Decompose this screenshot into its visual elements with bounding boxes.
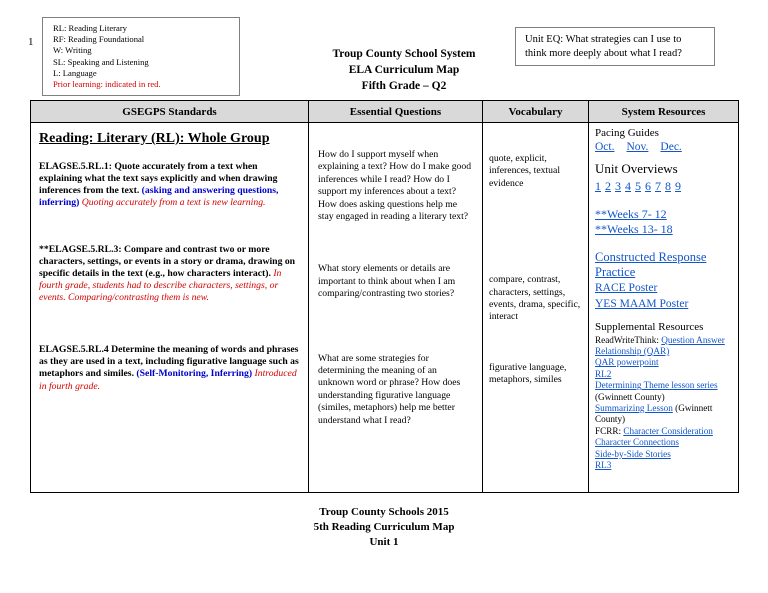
unit-eq-text: Unit EQ: What strategies can I use to think more deeply about what I read? [525, 34, 682, 59]
header-essential-questions: Essential Questions [309, 101, 483, 123]
header-gsegps-standards: GSEGPS Standards [31, 101, 309, 123]
link-nov[interactable]: Nov. [626, 141, 649, 154]
footer [0, 505, 768, 550]
standard-rl3-text: **ELAGSE.5.RL.3: Compare and contrast two or more characters, settings, or events in a story or drama, drawing on specific details in the text (e.g., how characters interact). [39, 243, 296, 279]
table-body-row [31, 123, 739, 493]
legend-line-rl: RL: Reading Literary [53, 23, 127, 33]
standard-rl4-text: ELAGSE.5.RL.4 Determine the meaning of words and phrases as they are used in a text, including figurative language such as metaphors and similes. [39, 344, 299, 380]
standard-rl3 [39, 244, 300, 305]
link-unit-overview-5[interactable]: 5 [635, 179, 641, 194]
document-title [284, 46, 524, 94]
link-dec[interactable]: Dec. [660, 141, 682, 154]
legend-line-prior-learning: Prior learning: indicated in red. [53, 78, 161, 89]
title-line-2: ELA Curriculum Map [348, 64, 460, 77]
link-yes-maam-poster[interactable]: YES MAAM Poster [595, 298, 689, 311]
header-vocabulary: Vocabulary [483, 101, 589, 123]
vocabulary-list-3: figurative language, metaphors, similes [489, 361, 567, 386]
link-constructed-response-practice[interactable]: Constructed Response Practice [595, 249, 707, 280]
header-system-resources: System Resources [589, 101, 739, 123]
standard-rl4-strategies: (Self-Monitoring, Inferring) [136, 368, 253, 380]
supplemental-resources-label: Supplemental Resources [595, 321, 704, 334]
standard-rl4 [39, 344, 300, 393]
standard-rl3-prior-note: In fourth grade, students had to describe characters, settings, or events. Comparing/contrasting them is new. [39, 267, 282, 303]
essential-question-1: How do I support myself when explaining a text? How do I make good inferences while I read? How do I support my inferences about a text? How does asking questions help me stay engaged in reading a literary text? [318, 149, 472, 223]
link-unit-overview-8[interactable]: 8 [665, 179, 671, 194]
system-resources-cell [589, 123, 739, 493]
link-character-connections[interactable]: Character Connections [595, 437, 679, 448]
link-qar-powerpoint[interactable]: QAR powerpoint [595, 357, 659, 368]
link-side-by-side-stories[interactable]: Side-by-Side Stories [595, 448, 671, 459]
unit-overview-links [595, 179, 732, 195]
title-line-3: Fifth Grade – Q2 [361, 80, 447, 93]
legend-line-sl: SL: Speaking and Listening [53, 56, 149, 67]
vocabulary-list-1: quote, explicit, inferences, textual evidence [489, 153, 561, 189]
standards-cell [31, 123, 309, 493]
standard-rl1-prior-note: Quoting accurately from a text is new learning. [79, 197, 266, 209]
link-question-answer-relationship[interactable]: Question Answer Relationship (QAR) [595, 334, 725, 356]
supplemental-links [595, 335, 732, 472]
footer-line-2: 5th Reading Curriculum Map [313, 520, 455, 533]
legend-line-l: L: Language [53, 67, 97, 78]
link-unit-overview-1[interactable]: 1 [595, 179, 601, 194]
legend-line-rf: RF: Reading Foundational [53, 34, 145, 45]
link-unit-overview-7[interactable]: 7 [655, 179, 661, 194]
essential-question-2: What story elements or details are important to think about when I am comparing/contrasting two stories? [318, 263, 456, 300]
essential-questions-cell [309, 123, 483, 493]
link-rl2[interactable]: RL2 [595, 368, 612, 379]
standard-rl4-prior-note: Introduced in fourth grade. [39, 368, 297, 392]
page-number: 1 [28, 36, 34, 48]
curriculum-table [30, 100, 739, 493]
legend-line-w: W: Writing [53, 45, 92, 56]
vocabulary-cell [483, 123, 589, 493]
weeks-links [595, 207, 732, 238]
essential-question-3: What are some strategies for determining the meaning of an unknown word or phrase? How does understanding figurative language (similes, metaphors) help me better understand what I read? [318, 352, 461, 426]
link-unit-overview-4[interactable]: 4 [625, 179, 631, 194]
legend-box [42, 17, 240, 96]
title-line-1: Troup County School System [332, 48, 476, 60]
link-summarizing-lesson[interactable]: Summarizing Lesson [595, 403, 673, 414]
readwritethink-label: ReadWriteThink: [595, 334, 662, 345]
link-unit-overview-6[interactable]: 6 [645, 179, 651, 194]
link-race-poster[interactable]: RACE Poster [595, 282, 658, 295]
link-oct[interactable]: Oct. [595, 141, 615, 154]
footer-line-1: Troup County Schools 2015 [319, 506, 449, 518]
link-rl3[interactable]: RL3 [595, 460, 612, 471]
link-unit-overview-9[interactable]: 9 [675, 179, 681, 194]
link-determining-theme-lesson-series[interactable]: Determining Theme lesson series [595, 380, 718, 391]
table-header-row [31, 101, 739, 123]
link-unit-overview-2[interactable]: 2 [605, 179, 611, 194]
link-character-consideration[interactable]: Character Consideration [623, 425, 713, 436]
pacing-month-links [595, 140, 732, 155]
link-unit-overview-3[interactable]: 3 [615, 179, 621, 194]
unit-overviews-label: Unit Overviews [595, 161, 678, 177]
vocabulary-list-2: compare, contrast, characters, settings, events, drama, specific, interact [489, 274, 581, 323]
footer-line-3: Unit 1 [369, 535, 399, 548]
section-heading: Reading: Literary (RL): Whole Group [39, 131, 270, 146]
unit-eq-box [515, 27, 715, 66]
standard-rl1 [39, 161, 300, 210]
link-weeks-7-12[interactable]: **Weeks 7- 12 [595, 206, 667, 221]
gwinnett-county-label: (Gwinnett County) [595, 391, 665, 402]
pacing-guides-label: Pacing Guides [595, 127, 659, 139]
standard-rl1-strategies: (asking and answering questions, inferring) [39, 185, 279, 209]
gwinnett-county-label-2: (Gwinnett County) [595, 403, 713, 425]
standard-rl1-text: ELAGSE.5.RL.1: Quote accurately from a text when explaining what the text says explicitly and when drawing inferences from the text. [39, 161, 278, 197]
fcrr-label: FCRR: [595, 425, 624, 436]
link-weeks-13-18[interactable]: **Weeks 13- 18 [595, 222, 673, 237]
